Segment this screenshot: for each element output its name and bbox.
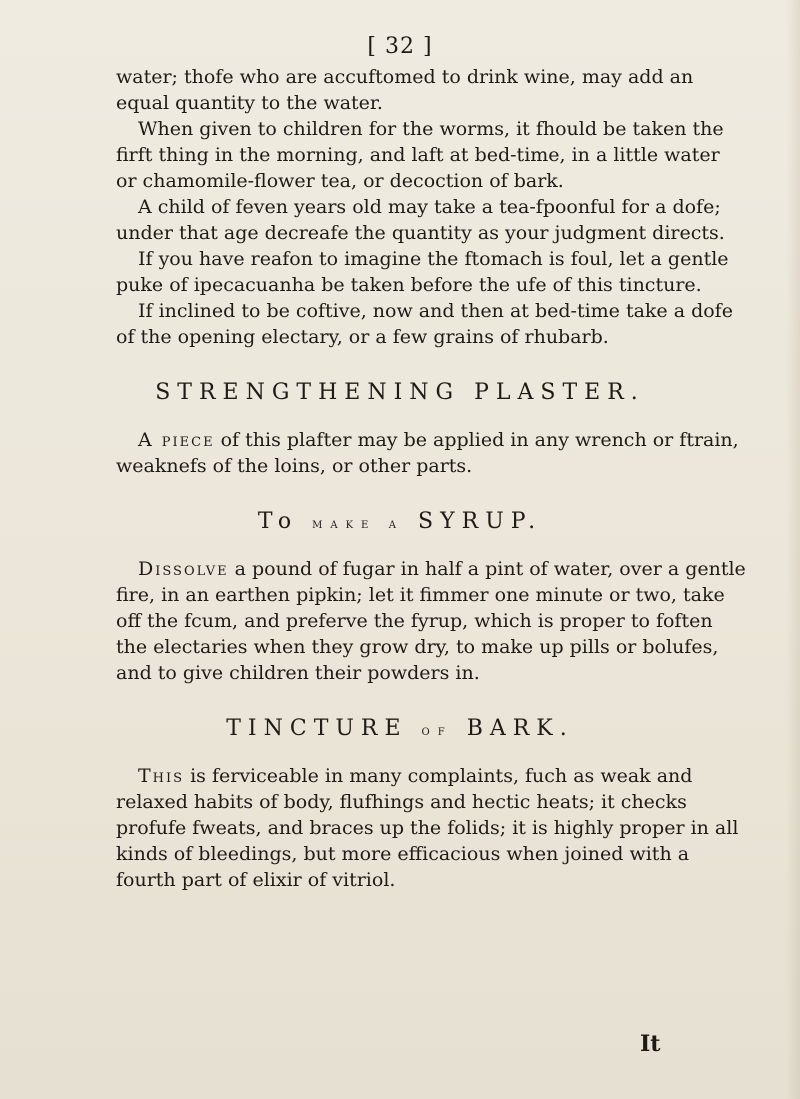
text-line: off the fcum, and preferve the fyrup, which is proper to foften <box>116 610 713 632</box>
text-line: A piece of this plafter may be applied in any wrench or ftrain, <box>138 429 739 451</box>
text-line: water; thofe who are accuftomed to drink wine, may add an <box>116 66 694 88</box>
drop-word: This <box>138 765 185 787</box>
text-line: If you have reafon to imagine the ftomach is foul, let a gentle <box>138 248 729 270</box>
text-line: A child of feven years old may take a tea-fpoonful for a dofe; <box>138 196 721 218</box>
text-line: of the opening electary, or a few grains of rhubarb. <box>116 326 609 348</box>
drop-word: Dissolve <box>138 558 229 580</box>
text-line: the electaries when they grow dry, to make up pills or bolufes, <box>116 636 719 658</box>
text-line: If inclined to be coftive, now and then at bed-time take a dofe <box>138 300 733 322</box>
tincture-heading: TINCTURE of BARK. <box>226 716 574 741</box>
text-line: firft thing in the morning, and laft at bed-time, in a little water <box>116 144 720 166</box>
text-line: fire, in an earthen pipkin; let it fimmer one minute or two, take <box>116 584 725 606</box>
page-text <box>116 64 746 893</box>
text-line: puke of ipecacuanha be taken before the ufe of this tincture. <box>116 274 702 296</box>
text-line: kinds of bleedings, but more efficacious when joined with a <box>116 843 690 865</box>
text-line: weaknefs of the loins, or other parts. <box>116 455 473 477</box>
text-line: When given to children for the worms, it fhould be taken the <box>138 118 724 140</box>
text-line: relaxed habits of body, flufhings and hectic heats; it checks <box>116 791 687 813</box>
plaster-heading: STRENGTHENING PLASTER. <box>155 380 645 405</box>
text-line: equal quantity to the water. <box>116 92 383 114</box>
text-line: profufe fweats, and braces up the folids; it is highly proper in all <box>116 817 739 839</box>
syrup-heading: To make a SYRUP. <box>257 509 543 534</box>
page-number: [ 32 ] <box>367 34 433 59</box>
text-line: Dissolve a pound of fugar in half a pint of water, over a gentle <box>138 558 746 580</box>
text-line: under that age decreafe the quantity as your judgment directs. <box>116 222 725 244</box>
text-line: and to give children their powders in. <box>116 662 480 684</box>
catchword: It <box>640 1031 661 1057</box>
drop-word: A piece <box>138 429 215 451</box>
text-line: or chamomile-flower tea, or decoction of bark. <box>116 170 564 192</box>
text-line: This is ferviceable in many complaints, fuch as weak and <box>138 765 693 787</box>
page-edge-shadow <box>786 0 800 1099</box>
text-line: fourth part of elixir of vitriol. <box>116 869 396 891</box>
